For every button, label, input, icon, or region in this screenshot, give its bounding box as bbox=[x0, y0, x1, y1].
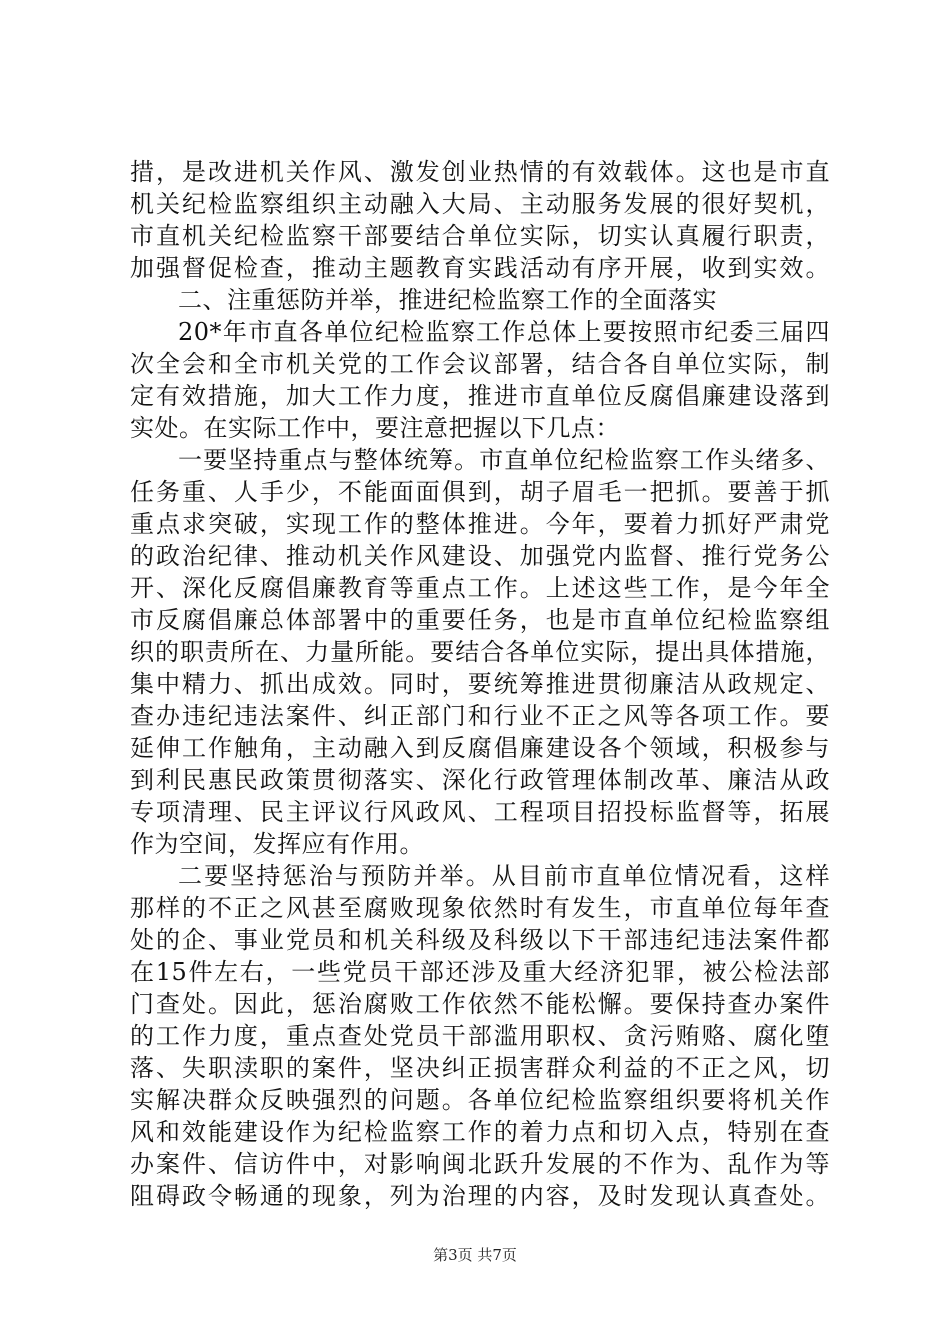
text-line: 织的职责所在、力量所能。要结合各单位实际，提出具体措施， bbox=[130, 638, 830, 666]
text-line: 一要坚持重点与整体统筹。市直单位纪检监察工作头绪多、 bbox=[178, 446, 830, 474]
text-line: 机关纪检监察组织主动融入大局、主动服务发展的很好契机， bbox=[130, 190, 830, 218]
document-body bbox=[130, 156, 830, 1212]
text-line: 风和效能建设作为纪检监察工作的着力点和切入点，特别在查 bbox=[130, 1118, 830, 1146]
text-line: 实解决群众反映强烈的问题。各单位纪检监察组织要将机关作 bbox=[130, 1086, 830, 1114]
text-line: 那样的不正之风甚至腐败现象依然时有发生，市直单位每年查 bbox=[130, 894, 830, 922]
text-line: 在15件左右，一些党员干部还涉及重大经济犯罪，被公检法部 bbox=[130, 958, 830, 986]
text-line: 延伸工作触角，主动融入到反腐倡廉建设各个领域，积极参与 bbox=[130, 734, 830, 762]
section-heading: 二、注重惩防并举，推进纪检监察工作的全面落实 bbox=[178, 286, 717, 314]
text-line: 集中精力、抓出成效。同时，要统筹推进贯彻廉洁从政规定、 bbox=[130, 670, 830, 698]
text-line: 加强督促检查，推动主题教育实践活动有序开展，收到实效。 bbox=[130, 254, 830, 282]
text-line: 处的企、事业党员和机关科级及科级以下干部违纪违法案件都 bbox=[130, 926, 830, 954]
text-line: 二要坚持惩治与预防并举。从目前市直单位情况看，这样 bbox=[178, 862, 830, 890]
text-line: 开、深化反腐倡廉教育等重点工作。上述这些工作，是今年全 bbox=[130, 574, 830, 602]
text-line: 落、失职渎职的案件，坚决纠正损害群众利益的不正之风，切 bbox=[130, 1054, 830, 1082]
text-line: 的工作力度，重点查处党员干部滥用职权、贪污贿赂、腐化堕 bbox=[130, 1022, 830, 1050]
text-line: 定有效措施，加大工作力度，推进市直单位反腐倡廉建设落到 bbox=[130, 382, 830, 410]
text-line: 作为空间，发挥应有作用。 bbox=[130, 830, 424, 858]
text-line: 20*年市直各单位纪检监察工作总体上要按照市纪委三届四 bbox=[178, 318, 830, 346]
text-line: 办案件、信访件中，对影响闽北跃升发展的不作为、乱作为等 bbox=[130, 1150, 830, 1178]
text-line: 专项清理、民主评议行风政风、工程项目招投标监督等，拓展 bbox=[130, 798, 830, 826]
text-line: 重点求突破，实现工作的整体推进。今年，要着力抓好严肃党 bbox=[130, 510, 830, 538]
text-line: 措，是改进机关作风、激发创业热情的有效载体。这也是市直 bbox=[130, 158, 830, 186]
text-line: 次全会和全市机关党的工作会议部署，结合各自单位实际，制 bbox=[130, 350, 830, 378]
text-line: 查办违纪违法案件、纠正部门和行业不正之风等各项工作。要 bbox=[130, 702, 830, 730]
text-line: 实处。在实际工作中，要注意把握以下几点： bbox=[130, 414, 620, 442]
text-line: 市反腐倡廉总体部署中的重要任务，也是市直单位纪检监察组 bbox=[130, 606, 830, 634]
text-line: 到利民惠民政策贯彻落实、深化行政管理体制改革、廉洁从政 bbox=[130, 766, 830, 794]
text-line: 市直机关纪检监察干部要结合单位实际，切实认真履行职责， bbox=[130, 222, 830, 250]
text-line: 任务重、人手少，不能面面俱到，胡子眉毛一把抓。要善于抓 bbox=[130, 478, 830, 506]
page-number: 第3页 共7页 bbox=[433, 1246, 517, 1264]
text-line: 的政治纪律、推动机关作风建设、加强党内监督、推行党务公 bbox=[130, 542, 830, 570]
text-line: 阻碍政令畅通的现象，列为治理的内容，及时发现认真查处。 bbox=[130, 1182, 830, 1210]
text-line: 门查处。因此，惩治腐败工作依然不能松懈。要保持查办案件 bbox=[130, 990, 830, 1018]
